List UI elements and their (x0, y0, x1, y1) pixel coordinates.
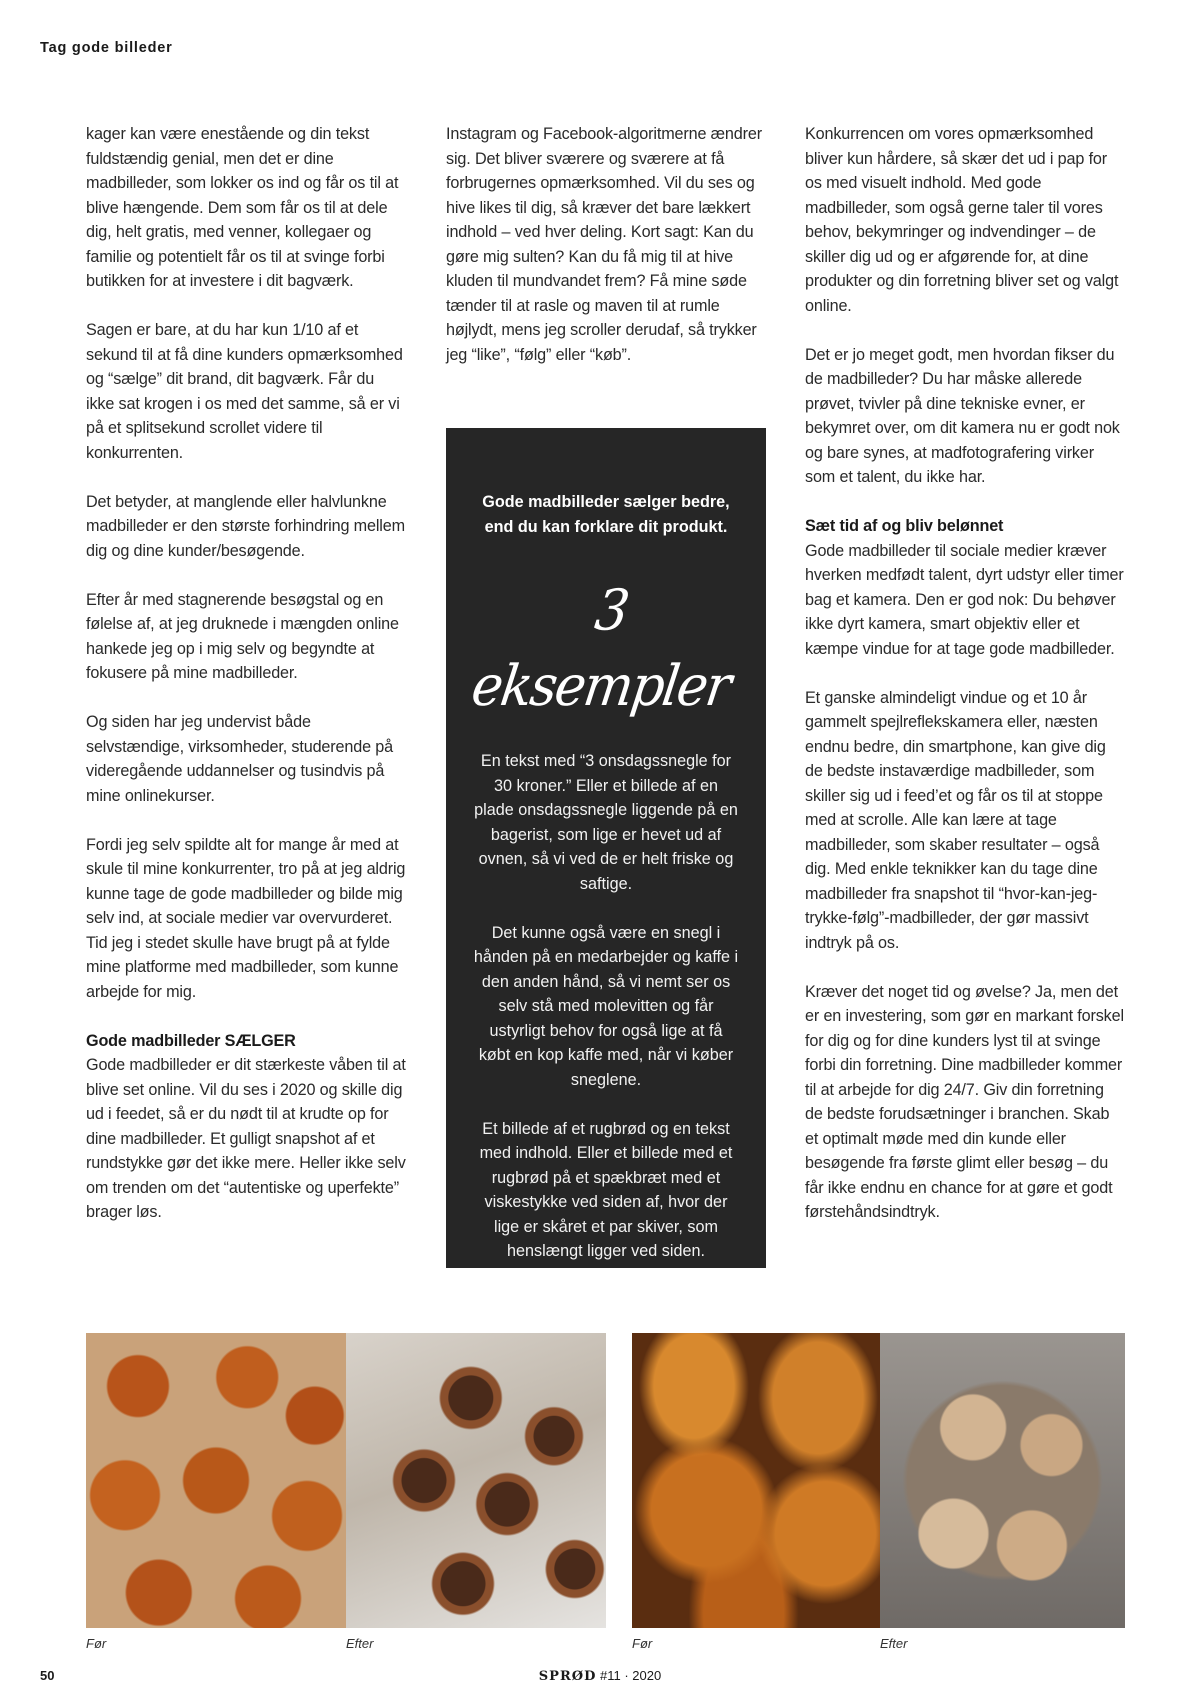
text-column-2 (446, 122, 766, 392)
section-heading: Sæt tid af og bliv belønnet (805, 517, 1004, 535)
magazine-brand: SPRØD (538, 1669, 597, 1684)
paragraph: Kræver det noget tid og øvelse? Ja, men det er en investering, som gør en markant forskel for dig og for dine kunders lyst til at svinge forbi din forretning. Dine madbilleder kommer til at arbejde for dig 24/7. Giv din forretning de bedste forudsætninger i branchen. Skab et optimalt møde med din kunde eller besøgende fra første glimt eller besøg – du får ikke endnu en chance for at gøre et godt førstehåndsindtryk. (805, 982, 1124, 1221)
photo-after-buns (346, 1333, 606, 1628)
examples-sidebar (446, 428, 766, 1268)
paragraph: Konkurrencen om vores opmærksomhed bliver kun hårdere, så skær det ud i pap for os med visuelt indhold. Med gode madbilleder, som også gerne taler til vores behov, bekymringer og indvendinger – de skiller dig ud og er afgørende for, at dine produkter og din forretning bliver set og valgt online. (805, 125, 1119, 315)
photo-caption: Efter (346, 1636, 374, 1651)
section-heading: Gode madbilleder SÆLGER (86, 1031, 296, 1050)
example-2: Det kunne også være en snegl i hånden på en medarbejder og kaffe i den anden hånd, så vi nemt ser os selv stå med molevitten og får ustyrligt behov for også lige at få købt en kop kaffe med, når vi køber sneglene. (473, 923, 739, 1089)
paragraph: Gode madbilleder er dit stærkeste våben til at blive set online. Vil du ses i 2020 og skille dig ud i feedet, så er du nødt til at krudte op for dine madbilleder. Et gulligt snapshot af et rundstykke gør det ikke mere. Heller ikke selv om trenden om det “autentiske og uperfekte” brager løs. (86, 1056, 406, 1221)
example-1: En tekst med “3 onsdagssnegle for 30 kroner.” Eller et billede af en plade onsdagssnegle liggende på en bagerist, som lige er hevet ud af ovnen, så vi ved de er helt friske og saftige. (474, 752, 738, 893)
text-column-3 (805, 122, 1125, 1249)
sidebar-lead: Gode madbilleder sælger bedre, end du kan forklare dit produkt. (482, 493, 730, 536)
issue-number: #11 · 2020 (600, 1668, 662, 1683)
paragraph: Og siden har jeg undervist både selvstændige, virksomheder, studerende på videregående uddannelser og tusindvis på mine onlinekurser. (86, 713, 393, 805)
photo-caption: Før (632, 1636, 653, 1651)
paragraph: Det er jo meget godt, men hvordan fikser du de madbilleder? Du har måske allerede prøvet, tvivler på dine tekniske evner, er bekymret over, om dit kamera nu er godt nok og bare synes, at madfotografering virker som et talent, du ikke har. (805, 345, 1120, 486)
sidebar-script-title: 3 eksempler (467, 578, 734, 720)
photo-caption: Efter (880, 1636, 908, 1651)
paragraph: Gode madbilleder til sociale medier kræver hverken medfødt talent, dyrt udstyr eller timer bag et kamera. Den er god nok: Du behøver ikke dyrt kamera, smart objektiv eller et kæmpe vindue for at tage gode madbilleder. (805, 541, 1124, 658)
paragraph: Det betyder, at manglende eller halvlunkne madbilleder er den største forhindring mellem dig og dine kunder/besøgende. (86, 492, 405, 560)
paragraph: Fordi jeg selv spildte alt for mange år med at skule til mine konkurrenter, tro på at jeg aldrig kunne tage de gode madbilleder og bilde mig selv ind, at sociale medier var overvurderet. Tid jeg i stedet skulle have brugt på at fylde mine platforme med madbilleder, som kunne arbejde for mig. (86, 835, 406, 1001)
page-number: 50 (40, 1668, 55, 1683)
magazine-footer (0, 1668, 1200, 1684)
paragraph: kager kan være enestående og din tekst fuldstændig genial, men det er dine madbilleder, som lokker os ind og får os til at blive hængende. Dem som får os til at dele dig, helt gratis, med venner, kollegaer og familie og potentielt får os til at svinge forbi butikken for at investere i dit bagværk. (86, 125, 399, 290)
paragraph: Sagen er bare, at du har kun 1/10 af et sekund til at få dine kunders opmærksomhed og “sælge” dit brand, dit bagværk. Får du ikke sat krogen i os med det samme, så er vi på et splitsekund scrollet videre til konkurrenten. (86, 321, 403, 462)
photo-before-rolls (632, 1333, 880, 1628)
running-head: Tag gode billeder (40, 40, 173, 56)
photo-after-rolls (880, 1333, 1125, 1628)
paragraph: Et ganske almindeligt vindue og et 10 år gammelt spejlreflekskamera eller, næsten endnu bedre, din smartphone, kan give dig de bedste instaværdige madbilleder, som skiller sig ud i feed’et og får os til at stoppe med at scrolle. Alle kan lære at tage madbilleder, som skaber resultater – også dig. Med enkle teknikker kan du tage dine madbilleder fra snapshot til “hvor-kan-jeg-trykke-følg”-madbilleder, der gør massivt indtryk på os. (805, 688, 1106, 952)
text-column-1 (86, 122, 406, 1249)
paragraph: Instagram og Facebook-algoritmerne ændrer sig. Det bliver sværere og sværere at få forbrugernes opmærksomhed. Vil du ses og hive likes til dig, så kræver det bare lækkert indhold – ved hver deling. Kort sagt: Kan du gøre mig sulten? Kan du få mig til at hive kluden til mundvandet frem? Få mine søde tænder til at rasle og maven til at rumle højlydt, mens jeg scroller derudaf, så trykker jeg “like”, “følg” eller “køb”. (446, 125, 762, 364)
photo-caption: Før (86, 1636, 107, 1651)
photo-before-buns (86, 1333, 346, 1628)
paragraph: Efter år med stagnerende besøgstal og en følelse af, at jeg druknede i mængden online hankede jeg op i mig selv og begyndte at fokusere på mine madbilleder. (86, 590, 399, 682)
example-3: Et billede af et rugbrød og en tekst med indhold. Eller et billede med et rugbrød på et spækbræt med et viskestykke ved siden af, hvor der lige er skåret et par skiver, som henslængt ligger ved siden. (479, 1119, 733, 1260)
